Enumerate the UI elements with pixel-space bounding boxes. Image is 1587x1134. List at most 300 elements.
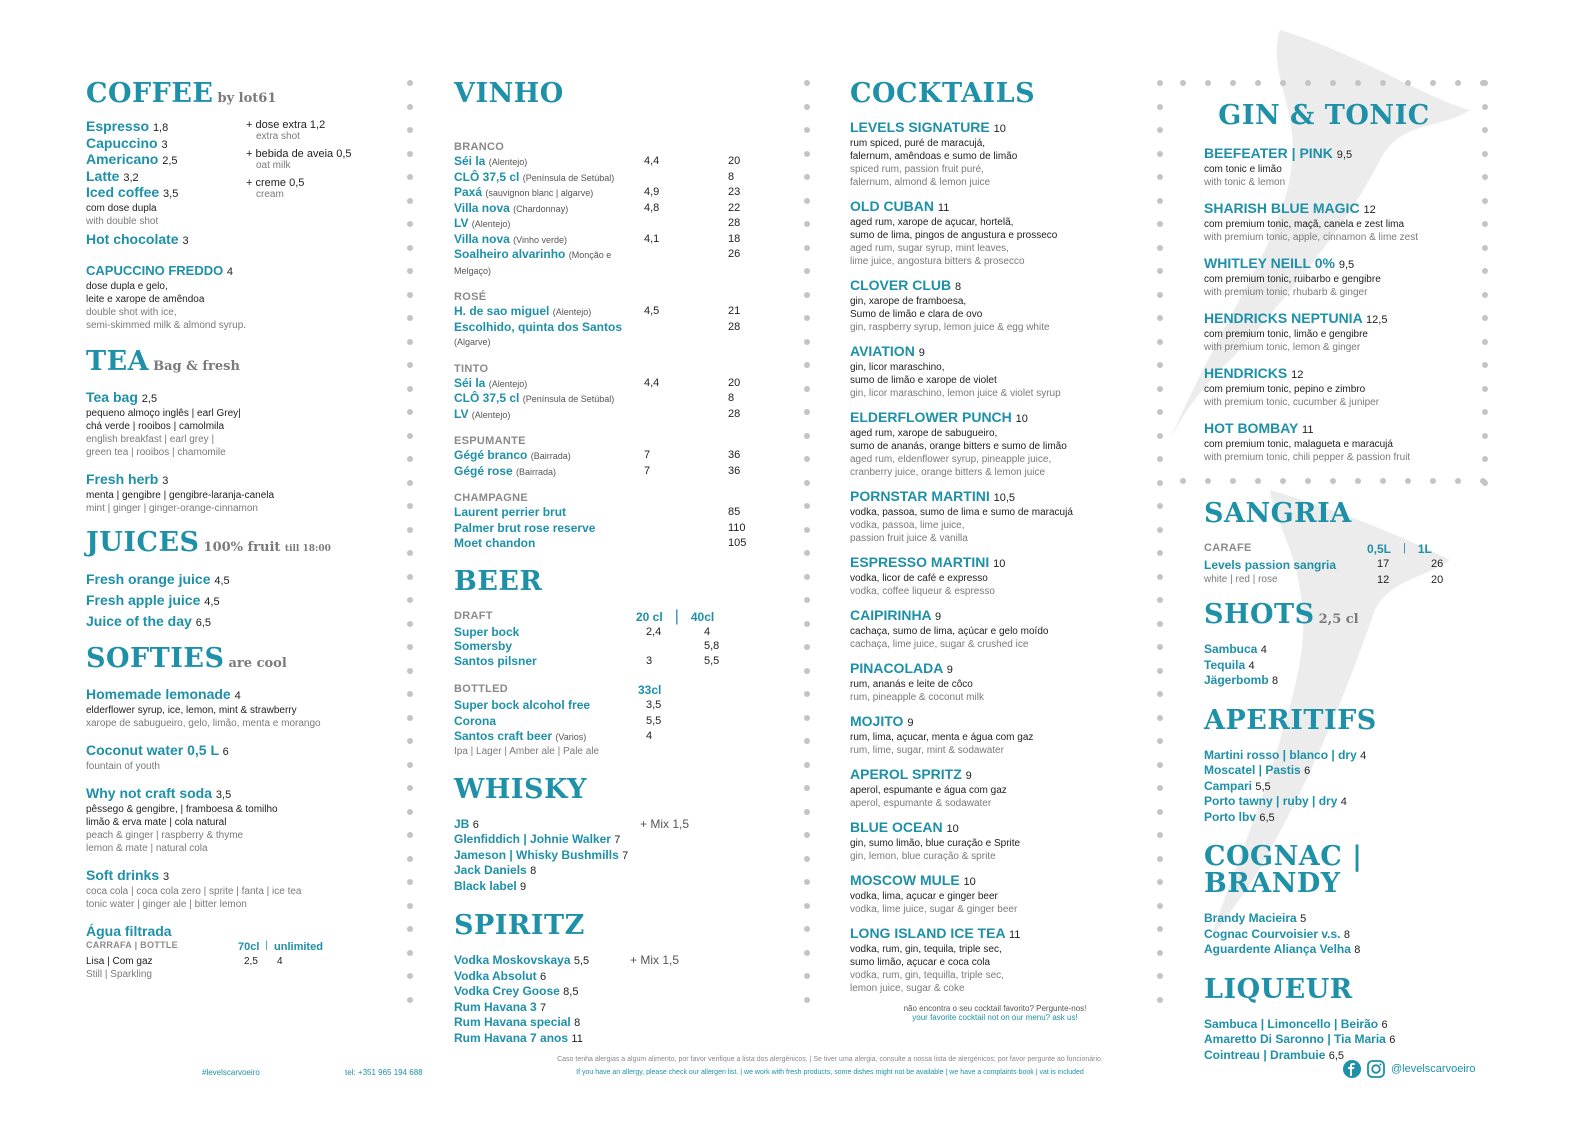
dot bbox=[407, 856, 413, 862]
dot bbox=[1157, 127, 1163, 133]
dot bbox=[407, 198, 413, 204]
cocktail-item bbox=[850, 766, 1140, 810]
cocktail-pt: rum, lima, açucar, menta e água com gaz bbox=[850, 732, 1034, 743]
dot bbox=[1157, 315, 1163, 321]
cocktail-price: 9 bbox=[946, 664, 953, 676]
spiritz-item-name: Vodka Absolut bbox=[454, 968, 537, 983]
draft-row bbox=[454, 625, 754, 640]
facebook-icon[interactable] bbox=[1343, 1060, 1361, 1078]
juice-item bbox=[86, 591, 396, 612]
cocktail-item bbox=[850, 198, 1140, 268]
dot bbox=[804, 550, 810, 556]
footer-tel[interactable]: tel: +351 965 194 688 bbox=[345, 1068, 423, 1077]
wine-row bbox=[454, 216, 754, 232]
wine-label: TINTO bbox=[454, 362, 489, 375]
spiritz-item bbox=[454, 969, 754, 985]
coffee-item bbox=[86, 169, 246, 186]
dot bbox=[407, 668, 413, 674]
dot bbox=[407, 903, 413, 909]
dot bbox=[804, 339, 810, 345]
cocktail-item bbox=[850, 607, 1140, 651]
juice-item-name: Fresh orange juice bbox=[86, 570, 211, 587]
shots-item-price: 4 bbox=[1248, 659, 1255, 672]
coffee-item bbox=[86, 152, 246, 169]
spiritz-item-price: 7 bbox=[540, 1001, 547, 1014]
wine-bottle-price: 105 bbox=[728, 537, 747, 549]
cocktail-price: 10 bbox=[963, 876, 976, 888]
beer-r: (Varios) bbox=[555, 732, 587, 742]
wine-row bbox=[454, 521, 754, 537]
dot bbox=[804, 104, 810, 110]
dot bbox=[1157, 292, 1163, 298]
dot bbox=[1305, 478, 1311, 484]
coffee-item-price: 2,5 bbox=[162, 155, 178, 167]
spiritz-item-price: 8,5 bbox=[563, 986, 579, 998]
wine-n: Moet chandon bbox=[454, 536, 536, 550]
cocktail-price: 9 bbox=[918, 347, 925, 359]
coffee-item-price: 3,2 bbox=[123, 171, 139, 184]
wine-row bbox=[454, 391, 754, 407]
footer-allergy-pt: Caso tenha alergias a algum alimento, por favor verifique a lista dos alergénicos. | Se tiver uma alergia, consulte a nossa lista de alergénicos; por favor pergunte ao funcionário. bbox=[557, 1056, 1103, 1063]
dot bbox=[804, 879, 810, 885]
cocktail-item bbox=[850, 554, 1140, 598]
dot bbox=[407, 621, 413, 627]
extra-label bbox=[246, 119, 352, 131]
extra-label bbox=[246, 148, 352, 160]
dot bbox=[1157, 433, 1163, 439]
cocktail-pt: gin, licor maraschino, bbox=[850, 362, 945, 373]
gin-en: with premium tonic, rhubarb & ginger bbox=[1204, 287, 1368, 298]
wine-region: (Alentejo) bbox=[488, 157, 528, 167]
liqueur-item-name: Cointreau | Drambuie bbox=[1204, 1047, 1326, 1062]
dot bbox=[407, 691, 413, 697]
dot bbox=[804, 362, 810, 368]
dot bbox=[1157, 456, 1163, 462]
sangria-title: SANGRIA bbox=[1204, 498, 1352, 529]
coconut-item: Coconut water 0,5 L 6 fountain of youth bbox=[86, 741, 229, 772]
gin-item bbox=[1204, 145, 1484, 189]
wine-glass-price: 7 bbox=[644, 449, 651, 461]
dot bbox=[1405, 478, 1411, 484]
dot bbox=[407, 809, 413, 815]
dot bbox=[1157, 879, 1163, 885]
wine-region: (Chardonnay) bbox=[513, 203, 569, 214]
dot bbox=[1157, 856, 1163, 862]
dot bbox=[407, 104, 413, 110]
wine-glass-price bbox=[644, 216, 728, 232]
dot bbox=[1157, 409, 1163, 415]
gin bbox=[1204, 200, 1484, 218]
dot bbox=[407, 268, 413, 274]
dot bbox=[804, 785, 810, 791]
gin-pt: com tonic e limão bbox=[1204, 164, 1282, 175]
aperitifs-item bbox=[1204, 763, 1484, 779]
dot bbox=[804, 245, 810, 251]
wine-name bbox=[454, 464, 644, 480]
dot bbox=[1380, 478, 1386, 484]
dot bbox=[407, 315, 413, 321]
dot bbox=[804, 644, 810, 650]
dot bbox=[1157, 198, 1163, 204]
gin bbox=[1204, 365, 1484, 383]
wine-row bbox=[454, 304, 754, 320]
juices-title: JUICES 100% fruit till 18:00 bbox=[86, 526, 331, 558]
wine-section-rose bbox=[454, 290, 754, 350]
dot bbox=[1157, 574, 1163, 580]
lemonade-item: Homemade lemonade 4 elderflower syrup, ice, lemon, mint & strawberry xarope de sabugueiro, gelo, limão, menta e morango bbox=[86, 685, 321, 729]
shots-title: SHOTS 2,5 cl bbox=[1204, 599, 1359, 630]
dot bbox=[804, 480, 810, 486]
extra-en: cream bbox=[256, 189, 284, 200]
dot bbox=[407, 550, 413, 556]
dot bbox=[407, 245, 413, 251]
cocktail bbox=[850, 119, 1140, 137]
wine-name bbox=[454, 216, 644, 232]
cognac-item bbox=[1204, 911, 1484, 927]
wine-name bbox=[454, 201, 644, 217]
gin-pt: com premium tonic, malagueta e maracujá bbox=[1204, 439, 1393, 450]
aperitifs-item bbox=[1204, 779, 1484, 795]
coffee-item bbox=[86, 136, 246, 153]
gin-price: 9,5 bbox=[1336, 149, 1353, 161]
wine-row bbox=[454, 185, 754, 201]
dot bbox=[1157, 738, 1163, 744]
spiritz-item bbox=[454, 1000, 754, 1016]
spiritz-item-price: 11 bbox=[571, 1032, 583, 1045]
whisky-item bbox=[454, 832, 754, 848]
hot-chocolate-name: Hot chocolate bbox=[86, 230, 179, 247]
wine-region: (Algarve) bbox=[454, 337, 491, 347]
cocktail-en: cachaça, lime juice, sugar & crushed ice bbox=[850, 639, 1029, 650]
gin-en: with premium tonic, cucumber & juniper bbox=[1204, 397, 1380, 408]
aperitifs-item bbox=[1204, 794, 1484, 810]
cocktail-name: LONG ISLAND ICE TEA bbox=[850, 925, 1006, 941]
wine-glass-price: 4,4 bbox=[644, 155, 660, 167]
cocktail bbox=[850, 277, 1140, 295]
dot bbox=[407, 80, 413, 86]
dot bbox=[407, 738, 413, 744]
wine-region: (Alentejo) bbox=[552, 307, 592, 317]
divider-dots-2 bbox=[804, 80, 812, 1020]
wine-name bbox=[454, 185, 644, 201]
whisky-item-price: 7 bbox=[614, 834, 621, 846]
dot bbox=[407, 644, 413, 650]
wine-region: (Península de Setúbal) bbox=[522, 394, 615, 404]
aperitifs-list bbox=[1204, 748, 1484, 826]
cocktail-name: AVIATION bbox=[850, 343, 915, 359]
beer-40: 4 bbox=[704, 625, 711, 638]
dot bbox=[1157, 644, 1163, 650]
dot bbox=[1330, 80, 1336, 86]
wine-label: BRANCO bbox=[454, 141, 505, 153]
gin bbox=[1204, 145, 1484, 163]
wine-n: Gégé branco bbox=[454, 448, 528, 462]
cocktail-pt: gin, sumo limão, blue curação e Sprite bbox=[850, 838, 1021, 849]
cocktail-en: rum, pineapple & coconut milk bbox=[850, 692, 984, 703]
wine-n: H. de sao miguel bbox=[454, 304, 550, 318]
cocktail-en: gin, lemon, blue curação & sprite bbox=[850, 851, 996, 862]
dot bbox=[1157, 668, 1163, 674]
softies-title: SOFTIES are cool bbox=[86, 642, 287, 674]
wine-region: (Alentejo) bbox=[471, 219, 511, 229]
dot bbox=[407, 832, 413, 838]
divider-dots-1 bbox=[407, 80, 415, 1020]
dot bbox=[1157, 174, 1163, 180]
gin-price: 12 bbox=[1363, 204, 1376, 216]
wine-name bbox=[454, 154, 644, 170]
whisky-item bbox=[454, 817, 754, 833]
liqueur-title: LIQUEUR bbox=[1204, 973, 1353, 1005]
dot bbox=[804, 950, 810, 956]
bottled-row bbox=[454, 698, 754, 714]
cocktail-name: LEVELS SIGNATURE bbox=[850, 119, 990, 135]
wine-glass-price bbox=[644, 521, 728, 537]
gin-en: with premium tonic, apple, cinnamon & lime zest bbox=[1204, 232, 1418, 243]
wine-row bbox=[454, 376, 754, 392]
wine-bottle-price: 110 bbox=[728, 521, 746, 534]
hot-chocolate-price: 3 bbox=[182, 234, 189, 247]
gin-list bbox=[1204, 145, 1484, 464]
gin-name: HENDRICKS NEPTUNIA bbox=[1204, 310, 1363, 326]
dot bbox=[1157, 221, 1163, 227]
cocktail-en: spiced rum, passion fruit puré, bbox=[850, 164, 984, 175]
aperitifs-title: APERITIFS bbox=[1204, 704, 1377, 736]
column-3 bbox=[850, 80, 1140, 1022]
beer-n: Corona bbox=[454, 713, 496, 728]
coffee-extras bbox=[246, 119, 352, 249]
cocktail-price: 9 bbox=[965, 770, 972, 782]
whisky-item-price: 6 bbox=[472, 818, 479, 831]
coffee-list bbox=[86, 119, 246, 249]
liqueur-list bbox=[1204, 1017, 1484, 1064]
wine-section-branco bbox=[454, 140, 754, 278]
coffee-item-name: Espresso bbox=[86, 118, 150, 134]
coffee-item-name: Americano bbox=[86, 151, 159, 167]
beer-33: 5,5 bbox=[646, 714, 662, 727]
whisky-item-name: Glenfiddich | Johnie Walker bbox=[454, 832, 611, 846]
extra-en: oat milk bbox=[256, 160, 291, 171]
vinho-title: VINHO bbox=[454, 78, 564, 109]
dot bbox=[1355, 80, 1361, 86]
dot bbox=[1157, 80, 1163, 86]
gin-item bbox=[1204, 200, 1484, 244]
wine-name bbox=[454, 376, 644, 392]
gin-pt: com premium tonic, ruibarbo e gengibre bbox=[1204, 274, 1381, 285]
dot bbox=[1405, 80, 1411, 86]
dot bbox=[804, 738, 810, 744]
wine-bottle-price: 36 bbox=[728, 464, 741, 477]
dot bbox=[1157, 268, 1163, 274]
beer-draft: DRAFT 20 cl | 40cl Super bock 2,4 4 Somersby 5,8 Santos pilsner 3 5,5 bbox=[454, 609, 754, 669]
dot bbox=[804, 903, 810, 909]
dot bbox=[804, 597, 810, 603]
gin-en: with premium tonic, lemon & ginger bbox=[1204, 342, 1361, 353]
wine-bottle-price: 28 bbox=[728, 320, 741, 333]
gin bbox=[1204, 310, 1484, 328]
aperitifs-item-name: Campari bbox=[1204, 778, 1253, 793]
wine-bottle-price: 36 bbox=[728, 449, 741, 461]
spiritz-item-price: 5,5 bbox=[573, 955, 590, 967]
dot bbox=[407, 879, 413, 885]
dot bbox=[1205, 478, 1211, 484]
column-4 bbox=[1204, 102, 1484, 475]
wine-n: Séi la bbox=[454, 154, 486, 168]
cocktail-pt: Sumo de limão e clara de ovo bbox=[850, 309, 983, 320]
beer-40: 5,5 bbox=[704, 654, 720, 667]
juice-item-name: Juice of the day bbox=[86, 612, 192, 629]
whisky-item-price: 8 bbox=[530, 865, 537, 877]
dot bbox=[407, 409, 413, 415]
cocktail-item bbox=[850, 660, 1140, 704]
dot bbox=[804, 621, 810, 627]
cocktail-item bbox=[850, 872, 1140, 916]
juice-item-price: 6,5 bbox=[195, 616, 211, 629]
cognac-item-name: Brandy Macieira bbox=[1204, 911, 1297, 925]
wine-n: Palmer brut rose reserve bbox=[454, 520, 596, 535]
dot bbox=[804, 809, 810, 815]
shots-item-name: Jägerbomb bbox=[1204, 673, 1269, 687]
wine-row bbox=[454, 320, 754, 350]
cocktail-name: CAIPIRINHA bbox=[850, 607, 932, 623]
juice-item-price: 4,5 bbox=[204, 595, 220, 608]
wine-n: Gégé rose bbox=[454, 463, 513, 478]
wine-glass-price: 4,9 bbox=[644, 186, 660, 198]
cocktail-pt: cachaça, sumo de lima, açúcar e gelo moído bbox=[850, 626, 1049, 637]
dot bbox=[804, 292, 810, 298]
dot bbox=[1157, 973, 1163, 979]
wine-n: CLÔ 37,5 cl bbox=[454, 169, 520, 184]
dot bbox=[1355, 478, 1361, 484]
wine-section-tinto bbox=[454, 362, 754, 423]
dot bbox=[1305, 80, 1311, 86]
cocktail-item bbox=[850, 488, 1140, 545]
shots-item bbox=[1204, 642, 1484, 658]
dot bbox=[804, 174, 810, 180]
cocktail-en: lime juice, angostura bitters & prosecco bbox=[850, 256, 1025, 267]
dot bbox=[1180, 478, 1186, 484]
wine-region: (Bairrada) bbox=[516, 466, 557, 477]
aperitifs-item-name: Porto tawny | ruby | dry bbox=[1204, 794, 1338, 808]
dot bbox=[1157, 809, 1163, 815]
coffee-item-price: 3 bbox=[161, 138, 168, 151]
dot bbox=[407, 433, 413, 439]
shots-item-price: 4 bbox=[1260, 644, 1267, 656]
instagram-icon[interactable] bbox=[1367, 1060, 1385, 1078]
wine-row bbox=[454, 505, 754, 521]
wine-bottle-price: 22 bbox=[728, 201, 741, 214]
cocktail-name: ELDERFLOWER PUNCH bbox=[850, 409, 1012, 425]
whisky-item-name: Black label bbox=[454, 878, 517, 893]
cocktail-en: falernum, almond & lemon juice bbox=[850, 177, 991, 188]
cocktail bbox=[850, 766, 1140, 784]
bottled-row bbox=[454, 714, 754, 730]
dot bbox=[1430, 80, 1436, 86]
dot bbox=[407, 762, 413, 768]
gin-name: HOT BOMBAY bbox=[1204, 420, 1299, 436]
wine-n: Soalheiro alvarinho bbox=[454, 247, 566, 261]
wine-region: (Bairrada) bbox=[530, 451, 571, 461]
cocktail-item bbox=[850, 277, 1140, 334]
coffee-item-name: Capuccino bbox=[86, 134, 158, 151]
wine-region: (Península de Setúbal) bbox=[522, 172, 615, 183]
liqueur-item-price: 6,5 bbox=[1328, 1049, 1345, 1062]
wine-glass-price bbox=[644, 505, 728, 521]
dot bbox=[1255, 478, 1261, 484]
dot bbox=[1157, 104, 1163, 110]
cocktail bbox=[850, 872, 1140, 890]
cocktail-en: aged rum, sugar syrup, mint leaves, bbox=[850, 243, 1009, 254]
beer-name bbox=[454, 714, 646, 730]
fresh-herb-item: Fresh herb 3 menta | gengibre | gengibre-laranja-canela mint | ginger | ginger-orange-cinnamon bbox=[86, 470, 275, 514]
cocktail-price: 8 bbox=[955, 281, 962, 293]
aperitifs-item-price: 4 bbox=[1360, 749, 1367, 762]
gin-item bbox=[1204, 365, 1484, 409]
dot bbox=[407, 997, 413, 1003]
dot bbox=[804, 926, 810, 932]
coffee-item-name: Iced coffee bbox=[86, 184, 160, 200]
dot bbox=[804, 997, 810, 1003]
wine-region: (Alentejo) bbox=[471, 409, 511, 420]
draft-row bbox=[454, 639, 754, 654]
extra-en: extra shot bbox=[256, 131, 300, 142]
cocktail-price: 10 bbox=[946, 823, 959, 835]
dot bbox=[407, 574, 413, 580]
cognac-item-name: Cognac Courvoisier v.s. bbox=[1204, 926, 1341, 941]
cognac-title: COGNAC | BRANDY bbox=[1204, 841, 1363, 899]
gin-pt: com premium tonic, limão e gengibre bbox=[1204, 329, 1368, 340]
dot bbox=[1157, 926, 1163, 932]
cocktail bbox=[850, 925, 1140, 943]
wine-n: Paxá bbox=[454, 185, 483, 199]
soft-drinks-item: Soft drinks 3 coca cola | coca cola zero | sprite | fanta | ice tea tonic water | ginger ale | bitter lemon bbox=[86, 866, 302, 910]
cocktail bbox=[850, 713, 1140, 731]
dot bbox=[407, 503, 413, 509]
social-handle[interactable]: @levelscarvoeiro bbox=[1391, 1063, 1476, 1075]
dot bbox=[407, 715, 413, 721]
cocktail-pt: sumo de ananás, orange bitters e sumo de limão bbox=[850, 441, 1067, 452]
dot bbox=[1157, 715, 1163, 721]
cocktail-name: OLD CUBAN bbox=[850, 198, 934, 214]
dot bbox=[1455, 80, 1461, 86]
coffee-item-name: Latte bbox=[86, 167, 120, 184]
dot bbox=[1157, 245, 1163, 251]
whisky-item-price: 9 bbox=[520, 880, 527, 893]
dot bbox=[804, 832, 810, 838]
dot bbox=[407, 362, 413, 368]
dot bbox=[407, 785, 413, 791]
wine-bottle-price: 28 bbox=[728, 217, 741, 229]
whisky-list: + Mix 1,5 JB 6 Glenfiddich | Johnie Walker 7 Jameson | Whisky Bushmills 7 Jack Daniels 8 Black label 9 bbox=[454, 817, 754, 895]
wine-bottle-price: 8 bbox=[728, 392, 735, 404]
cocktail-name: BLUE OCEAN bbox=[850, 819, 943, 835]
whisky-item-name: Jack Daniels bbox=[454, 863, 527, 877]
sangria-table: CARAFE 0,5L | 1L Levels passion sangria 17 26 white | red | rose 12 20 bbox=[1204, 542, 1444, 586]
gin-item bbox=[1204, 420, 1484, 464]
dot bbox=[1480, 80, 1486, 86]
cocktail-en: gin, licor maraschino, lemon juice & violet syrup bbox=[850, 388, 1061, 399]
gin-name: WHITLEY NEILL 0% bbox=[1204, 255, 1335, 271]
cocktail-pt: sumo de lima, pingos de angustura e prosseco bbox=[850, 230, 1058, 241]
cocktail-name: ESPRESSO MARTINI bbox=[850, 554, 990, 570]
wine-bottle-price: 85 bbox=[728, 506, 741, 518]
gin-en: with tonic & lemon bbox=[1204, 177, 1286, 188]
shots-item-name: Tequila bbox=[1204, 657, 1246, 672]
aperitifs-item-price: 6,5 bbox=[1259, 811, 1275, 824]
cocktail-item bbox=[850, 925, 1140, 995]
cocktail-price: 10 bbox=[993, 558, 1006, 570]
beer-20: 3 bbox=[646, 654, 653, 667]
cognac-item-price: 8 bbox=[1354, 944, 1361, 956]
